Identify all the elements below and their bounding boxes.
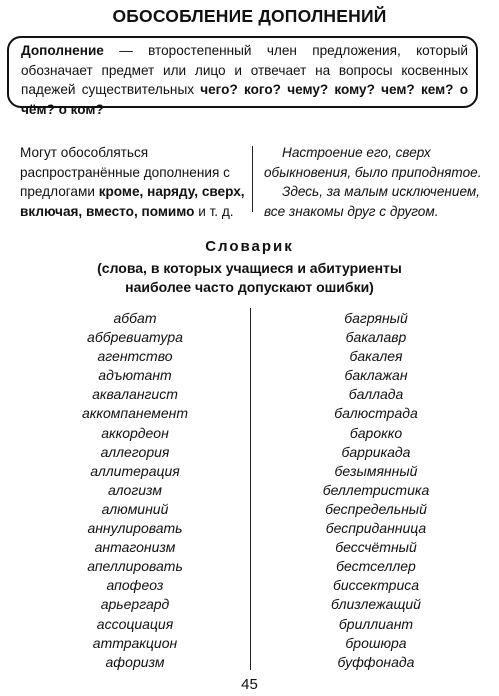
rule-text-part1: Могут обособляться распространённые дополнения с предлогами [20, 145, 230, 199]
definition-questions: чего? кого? чему? кому? чем? кем? о чём? о ком? [21, 82, 468, 117]
word-list-right [296, 309, 456, 672]
dictionary-subtitle-line: наиболее часто допускают ошибки) [125, 279, 374, 295]
dictionary-subtitle [0, 259, 499, 297]
dictionary-subtitle-line: (слова, в которых учащиеся и абитуриенты [97, 260, 402, 276]
word-list-item: биссектриса [332, 577, 420, 594]
word-list-item: безымянный [334, 462, 418, 479]
word-list-item: ассоциация [96, 615, 174, 632]
word-list-item: аккордеон [101, 424, 169, 441]
word-list-item: бакалея [349, 348, 403, 365]
word-list-item: апеллировать [87, 558, 183, 575]
definition-term: Дополнение [21, 43, 104, 58]
page-number: 45 [241, 676, 258, 693]
word-list-item: аннулировать [87, 520, 183, 537]
rule-examples [264, 143, 496, 221]
word-list-item: аллегория [100, 443, 170, 460]
word-list-item: беспредельный [325, 500, 427, 517]
word-list-item: апофеоз [106, 577, 164, 594]
word-list-item: аббревиатура [87, 329, 183, 346]
word-list-item: баклажан [344, 367, 408, 384]
definition-text: — второстепенный член предложения, который обозначает предмет или лицо и отвечает на вопросы косвенных падежей существительных [21, 43, 468, 97]
word-list-item: алюминий [101, 500, 169, 517]
word-list-item: бессчётный [335, 539, 417, 556]
rule-divider [252, 146, 253, 212]
rule-example: Настроение его, сверх обыкновения, было приподнятое. [264, 145, 482, 180]
word-list-item: бесприданница [325, 520, 427, 537]
rule-text [20, 143, 246, 221]
word-list-item: бестселлер [336, 558, 416, 575]
page-title: ОБОСОБЛЕНИЕ ДОПОЛНЕНИЙ [112, 6, 387, 26]
word-list-item: близлежащий [331, 596, 421, 613]
word-list-item: аквалангист [92, 386, 178, 403]
word-list-item: баллада [348, 386, 404, 403]
word-list-item: алогизм [108, 481, 162, 498]
list-divider [250, 308, 251, 670]
word-list-item: аббат [113, 310, 157, 326]
word-list-item: арьергард [100, 596, 170, 613]
word-list-item: афоризм [105, 653, 165, 670]
word-list-item: брошюра [345, 634, 407, 651]
word-list-item: буффонада [337, 653, 415, 670]
word-list-left [60, 309, 210, 672]
word-list-item: аллитерация [90, 462, 180, 479]
word-list-item: антагонизм [94, 539, 176, 556]
word-list-item: беллетристика [322, 481, 430, 498]
word-list-item: багряный [344, 310, 408, 326]
word-list-item: агентство [97, 348, 173, 365]
word-list-item: бриллиант [338, 615, 414, 632]
rule-example: Здесь, за малым исключением, все знакомы друг с другом. [264, 184, 480, 219]
word-list-item: аттракцион [92, 634, 178, 651]
word-list-item: баррикада [341, 443, 411, 460]
word-list-item: аккомпанемент [82, 405, 188, 422]
definition-box [7, 36, 478, 117]
word-list-item: бакалавр [345, 329, 407, 346]
rule-prepositions: кроме, наряду, сверх, включая, вместо, помимо [20, 184, 245, 219]
word-list-item: адъютант [98, 367, 172, 384]
word-list-item: барокко [349, 424, 403, 441]
word-list-item: балюстрада [334, 405, 418, 422]
rule-text-part2: и т. д. [194, 203, 234, 219]
dictionary-title: Словарик [205, 238, 294, 255]
